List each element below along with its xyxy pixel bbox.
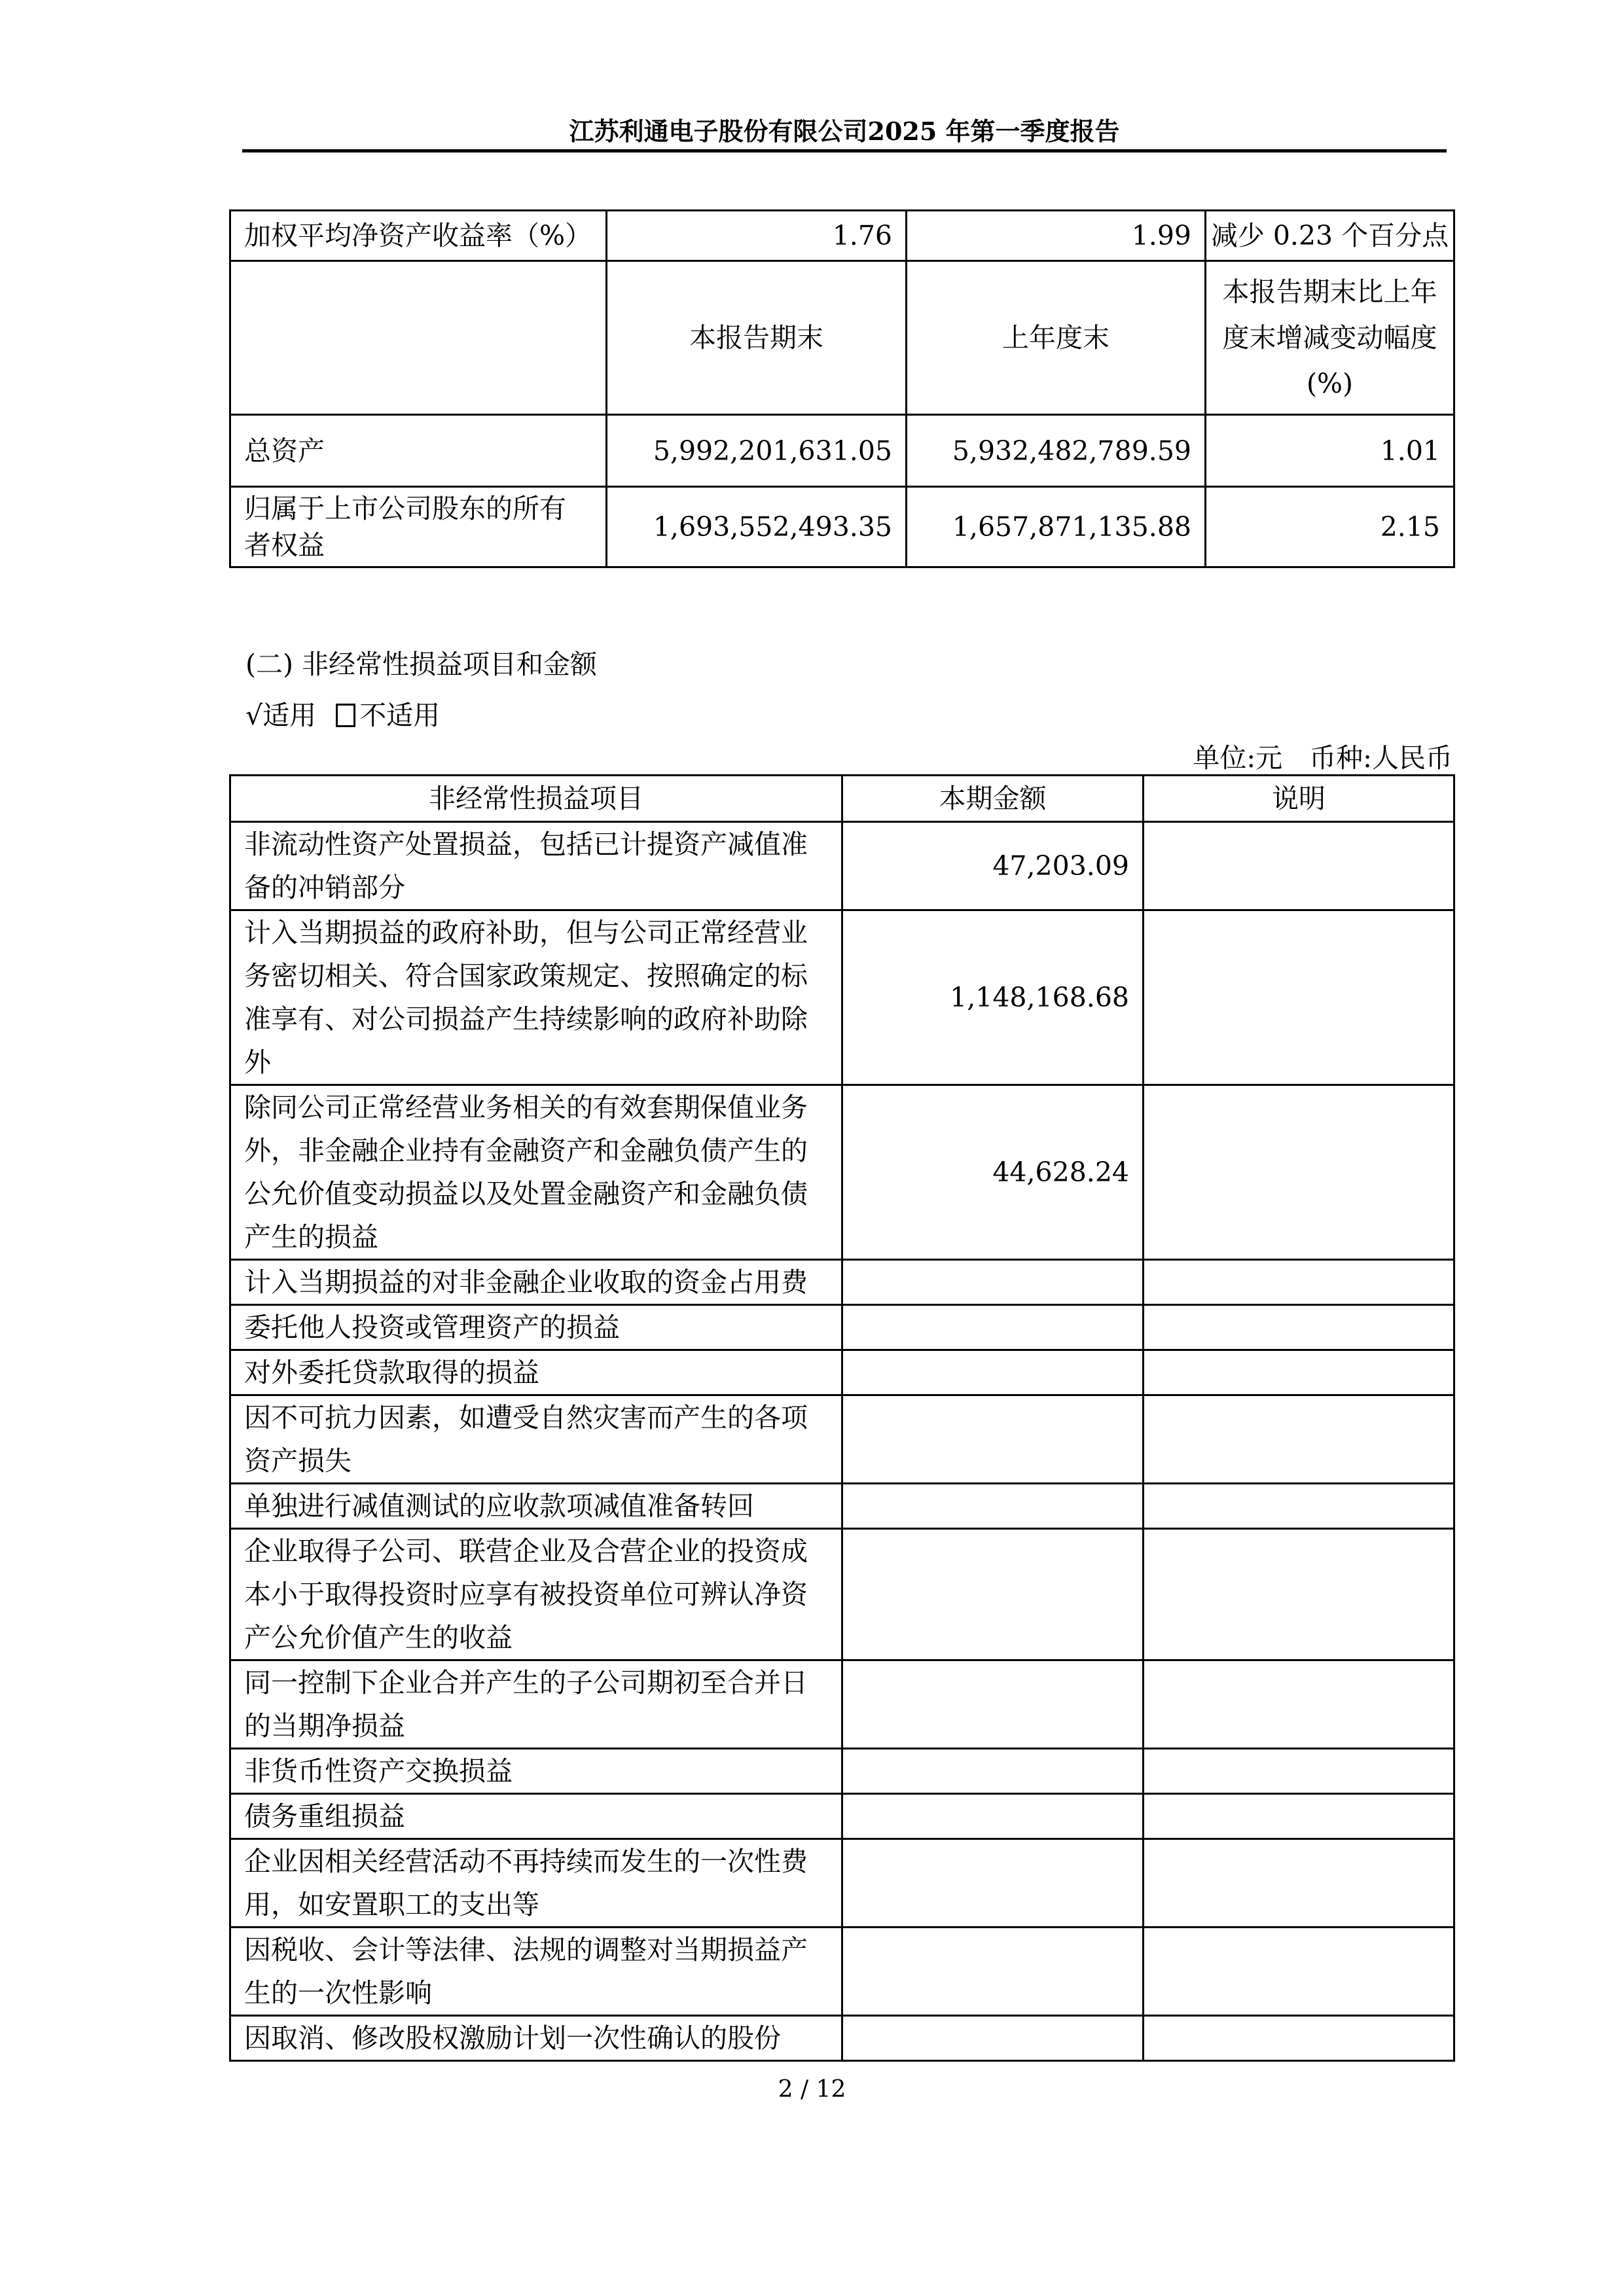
item: 债务重组损益 xyxy=(230,1794,842,1839)
row-label: 加权平均净资产收益率（%） xyxy=(230,211,607,261)
applicability-options xyxy=(245,694,440,732)
section-title: (二) 非经常性损益项目和金额 xyxy=(245,649,598,680)
row-label: 归属于上市公司股东的所有者权益 xyxy=(230,487,607,567)
current-value: 1.76 xyxy=(607,211,907,261)
non-recurring-items-table xyxy=(229,774,1455,2062)
note xyxy=(1144,1928,1454,2016)
note xyxy=(1144,2016,1454,2061)
note xyxy=(1144,1660,1454,1749)
table-row xyxy=(230,1260,1454,1305)
table-row xyxy=(230,1660,1454,1749)
current-value: 5,992,201,631.05 xyxy=(607,415,907,487)
table-row xyxy=(230,1529,1454,1660)
table-row xyxy=(230,2016,1454,2061)
table-row xyxy=(230,415,1454,487)
amount: 47,203.09 xyxy=(842,822,1144,910)
item: 非货币性资产交换损益 xyxy=(230,1749,842,1794)
subheader-prior-year-end: 上年度末 xyxy=(907,261,1206,415)
note xyxy=(1144,1085,1454,1260)
amount xyxy=(842,1350,1144,1395)
header-item: 非经常性损益项目 xyxy=(230,776,842,822)
current-value: 1,693,552,493.35 xyxy=(607,487,907,567)
item: 非流动性资产处置损益，包括已计提资产减值准备的冲销部分 xyxy=(230,822,842,910)
table-row xyxy=(230,1794,1454,1839)
change-value: 减少 0.23 个百分点 xyxy=(1206,211,1454,261)
page-header-title: 江苏利通电子股份有限公司2025 年第一季度报告 xyxy=(569,117,1120,146)
not-applicable-option[interactable]: 不适用 xyxy=(359,700,441,731)
item: 企业因相关经营活动不再持续而发生的一次性费用，如安置职工的支出等 xyxy=(230,1839,842,1928)
note xyxy=(1144,1305,1454,1350)
amount xyxy=(842,1839,1144,1928)
table-row xyxy=(230,1085,1454,1260)
amount: 1,148,168.68 xyxy=(842,910,1144,1085)
table-row xyxy=(230,211,1454,261)
header-amount: 本期金额 xyxy=(842,776,1144,822)
note xyxy=(1144,1749,1454,1794)
amount xyxy=(842,1794,1144,1839)
table-header-row xyxy=(230,776,1454,822)
amount xyxy=(842,1928,1144,2016)
table-row xyxy=(230,1839,1454,1928)
amount xyxy=(842,1749,1144,1794)
subheader-current-period-end: 本报告期末 xyxy=(607,261,907,415)
item: 企业取得子公司、联营企业及合营企业的投资成本小于取得投资时应享有被投资单位可辨认净资产公允价值产生的收益 xyxy=(230,1529,842,1660)
item: 计入当期损益的对非金融企业收取的资金占用费 xyxy=(230,1260,842,1305)
item: 因税收、会计等法律、法规的调整对当期损益产生的一次性影响 xyxy=(230,1928,842,2016)
note xyxy=(1144,910,1454,1085)
item: 委托他人投资或管理资产的损益 xyxy=(230,1305,842,1350)
header-rule xyxy=(242,149,1447,152)
subheader-change-pct: 本报告期末比上年度末增减变动幅度(%) xyxy=(1206,261,1454,415)
table-row xyxy=(230,1749,1454,1794)
note xyxy=(1144,1260,1454,1305)
item: 因不可抗力因素，如遭受自然灾害而产生的各项资产损失 xyxy=(230,1395,842,1484)
table-row xyxy=(230,910,1454,1085)
table-row xyxy=(230,822,1454,910)
item: 同一控制下企业合并产生的子公司期初至合并日的当期净损益 xyxy=(230,1660,842,1749)
table-row xyxy=(230,1305,1454,1350)
note xyxy=(1144,1794,1454,1839)
amount xyxy=(842,1529,1144,1660)
previous-value: 1.99 xyxy=(907,211,1206,261)
note xyxy=(1144,1839,1454,1928)
note xyxy=(1144,822,1454,910)
amount xyxy=(842,1484,1144,1529)
table-row xyxy=(230,487,1454,567)
item: 因取消、修改股权激励计划一次性确认的股份 xyxy=(230,2016,842,2061)
unit-currency-label: 单位:元 币种:人民币 xyxy=(1193,742,1453,774)
amount xyxy=(842,1305,1144,1350)
header-note: 说明 xyxy=(1144,776,1454,822)
previous-value: 5,932,482,789.59 xyxy=(907,415,1206,487)
amount xyxy=(842,1660,1144,1749)
item: 计入当期损益的政府补助，但与公司正常经营业务密切相关、符合国家政策规定、按照确定的标准享有、对公司损益产生持续影响的政府补助除外 xyxy=(230,910,842,1085)
page-number: 2 / 12 xyxy=(778,2076,846,2103)
subheader-blank xyxy=(230,261,607,415)
amount: 44,628.24 xyxy=(842,1085,1144,1260)
note xyxy=(1144,1484,1454,1529)
applicable-checked-option[interactable]: √适用 xyxy=(245,700,317,731)
key-financial-table xyxy=(229,209,1455,568)
item: 除同公司正常经营业务相关的有效套期保值业务外，非金融企业持有金融资产和金融负债产生的公允价值变动损益以及处置金融资产和金融负债产生的损益 xyxy=(230,1085,842,1260)
amount xyxy=(842,2016,1144,2061)
table-row xyxy=(230,1928,1454,2016)
table-row xyxy=(230,1484,1454,1529)
item: 单独进行减值测试的应收款项减值准备转回 xyxy=(230,1484,842,1529)
amount xyxy=(842,1395,1144,1484)
note xyxy=(1144,1350,1454,1395)
row-label: 总资产 xyxy=(230,415,607,487)
change-value: 2.15 xyxy=(1206,487,1454,567)
note xyxy=(1144,1395,1454,1484)
checkbox-unchecked-icon[interactable] xyxy=(336,704,355,727)
table-row xyxy=(230,1350,1454,1395)
previous-value: 1,657,871,135.88 xyxy=(907,487,1206,567)
note xyxy=(1144,1529,1454,1660)
item: 对外委托贷款取得的损益 xyxy=(230,1350,842,1395)
change-value: 1.01 xyxy=(1206,415,1454,487)
amount xyxy=(842,1260,1144,1305)
table-row xyxy=(230,1395,1454,1484)
table-subheader-row xyxy=(230,261,1454,415)
